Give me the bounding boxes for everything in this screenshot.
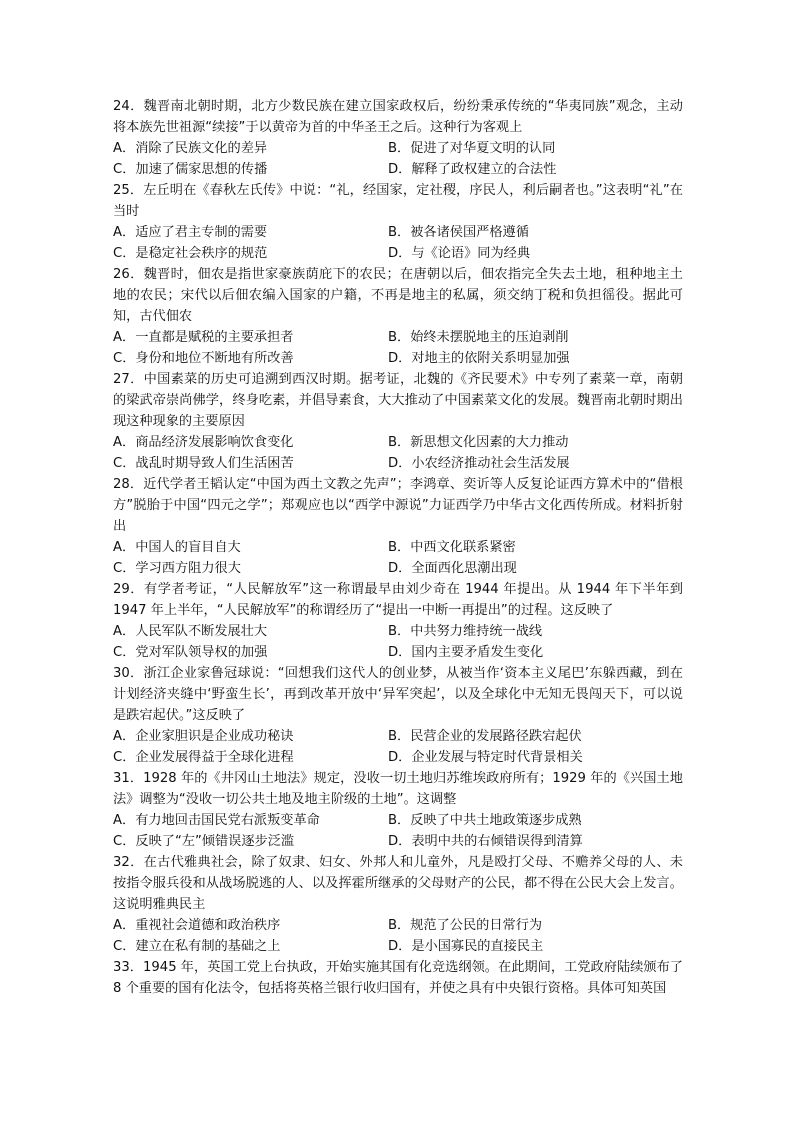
option-a: A．一直都是赋税的主要承担者 [113, 330, 294, 345]
option-d: D．是小国寡民的直接民主 [388, 939, 544, 954]
option-c: C．加速了儒家思想的传播 [113, 162, 268, 177]
option-c: C．战乱时期导致人们生活困苦 [113, 456, 294, 471]
option-d: D．解释了政权建立的合法性 [388, 162, 557, 177]
question-31 [113, 768, 683, 852]
option-a: A．消除了民族文化的差异 [113, 141, 268, 156]
question-stem: 29．有学者考证，“人民解放军”这一称谓最早由刘少奇在 1944 年提出。从 1944 年下半年到 1947 年上半年，“人民解放军”的称谓经历了“提出一中断一再提出”的过程。这反映了 [113, 582, 683, 618]
option-c: C．反映了“左”倾错误逐步泛滥 [113, 834, 295, 849]
question-30 [113, 663, 683, 768]
option-list [113, 138, 683, 180]
question-24 [113, 96, 683, 180]
option-c: C．企业发展得益于全球化进程 [113, 750, 294, 765]
option-a: A．商品经济发展影响饮食变化 [113, 435, 294, 450]
option-list [113, 432, 683, 474]
question-stem: 28．近代学者王韬认定“中国为西土文教之先声”；李鸿章、奕䜣等人反复论证西方算术中的“借根方”脱胎于中国“四元之学”；郑观应也以“西学中源说”力证西学乃中华古文化西传所成。材料折射出 [113, 477, 683, 534]
option-a: A．重视社会道德和政治秩序 [113, 918, 281, 933]
option-c: C．党对军队领导权的加强 [113, 645, 268, 660]
option-c: C．身份和地位不断地有所改善 [113, 351, 294, 366]
option-b: B．民营企业的发展路径跌宕起伏 [388, 729, 582, 744]
question-32 [113, 852, 683, 957]
option-list [113, 327, 683, 369]
option-d: D．全面西化思潮出现 [388, 561, 517, 576]
option-c: C．学习西方阻力很大 [113, 561, 241, 576]
option-d: D．对地主的依附关系明显加强 [388, 351, 570, 366]
option-a: A．适应了君主专制的需要 [113, 225, 268, 240]
option-b: B．反映了中共土地政策逐步成熟 [388, 813, 582, 828]
question-25 [113, 180, 683, 264]
option-d: D．与《论语》同为经典 [388, 246, 531, 261]
option-b: B．中共努力维持统一战线 [388, 624, 543, 639]
option-d: D．企业发展与特定时代背景相关 [388, 750, 583, 765]
option-d: D．小农经济推动社会生活发展 [388, 456, 570, 471]
question-stem: 32．在古代雅典社会，除了奴隶、妇女、外邦人和儿童外，凡是殴打父母、不赡养父母的人、未按指令服兵役和从战场脱逃的人、以及挥霍所继承的父母财产的公民，都不得在公民大会上发言。这说明雅典民主 [113, 855, 683, 912]
question-28 [113, 474, 683, 579]
question-stem: 25．左丘明在《春秋左氏传》中说：“礼，经国家，定社稷，序民人，利后嗣者也。”这表明“礼”在当时 [113, 183, 683, 219]
option-b: B．被各诸侯国严格遵循 [388, 225, 529, 240]
option-list [113, 621, 683, 663]
question-stem: 24．魏晋南北朝时期，北方少数民族在建立国家政权后，纷纷秉承传统的“华夷同族”观念，主动将本族先世祖源“续接”于以黄帝为首的中华圣王之后。这种行为客观上 [113, 99, 683, 135]
option-d: D．表明中共的右倾错误得到清算 [388, 834, 583, 849]
option-c: C．是稳定社会秩序的规范 [113, 246, 268, 261]
option-c: C．建立在私有制的基础之上 [113, 939, 281, 954]
option-b: B．中西文化联系紧密 [388, 540, 516, 555]
option-list [113, 726, 683, 768]
option-b: B．规范了公民的日常行为 [388, 918, 543, 933]
question-27 [113, 369, 683, 474]
exam-page [113, 96, 683, 999]
option-b: B．新思想文化因素的大力推动 [388, 435, 569, 450]
option-list [113, 222, 683, 264]
option-a: A．有力地回击国民党右派叛变革命 [113, 813, 320, 828]
option-b: B．始终未摆脱地主的压迫剥削 [388, 330, 569, 345]
option-d: D．国内主要矛盾发生变化 [388, 645, 544, 660]
question-stem: 26．魏晋时，佃农是指世家豪族荫庇下的农民；在唐朝以后，佃农指完全失去土地，租种地主土地的农民；宋代以后佃农编入国家的户籍，不再是地主的私属，须交纳丁税和负担徭役。据此可知，古代佃农 [113, 267, 683, 324]
option-b: B．促进了对华夏文明的认同 [388, 141, 556, 156]
question-stem: 31．1928 年的《井冈山土地法》规定，没收一切土地归苏维埃政府所有；1929 年的《兴国土地法》调整为“没收一切公共土地及地主阶级的土地”。这调整 [113, 771, 683, 807]
question-stem: 27．中国素菜的历史可追溯到西汉时期。据考证，北魏的《齐民要术》中专列了素菜一章，南朝的梁武帝崇尚佛学，终身吃素，并倡导素食，大大推动了中国素菜文化的发展。魏晋南北朝时期出现这种现象的主要原因 [113, 372, 683, 429]
option-a: A．企业家胆识是企业成功秘诀 [113, 729, 294, 744]
option-list [113, 915, 683, 957]
option-list [113, 537, 683, 579]
option-a: A．中国人的盲目自大 [113, 540, 241, 555]
question-stem: 30．浙江企业家鲁冠球说：“回想我们这代人的创业梦，从被当作‘资本主义尾巴’东躲西藏，到在计划经济夹缝中‘野蛮生长’，再到改革开放中‘异军突起’，以及全球化中无知无畏闯天下，可以说是跌宕起伏。”这反映了 [113, 666, 683, 723]
question-26 [113, 264, 683, 369]
option-list [113, 810, 683, 852]
option-a: A．人民军队不断发展壮大 [113, 624, 268, 639]
question-33 [113, 957, 683, 999]
question-29 [113, 579, 683, 663]
question-stem: 33．1945 年，英国工党上台执政，开始实施其国有化竞选纲领。在此期间，工党政府陆续颁布了 8 个重要的国有化法令，包括将英格兰银行收归国有，并使之具有中央银行资格。具体可知英国 [113, 960, 683, 996]
